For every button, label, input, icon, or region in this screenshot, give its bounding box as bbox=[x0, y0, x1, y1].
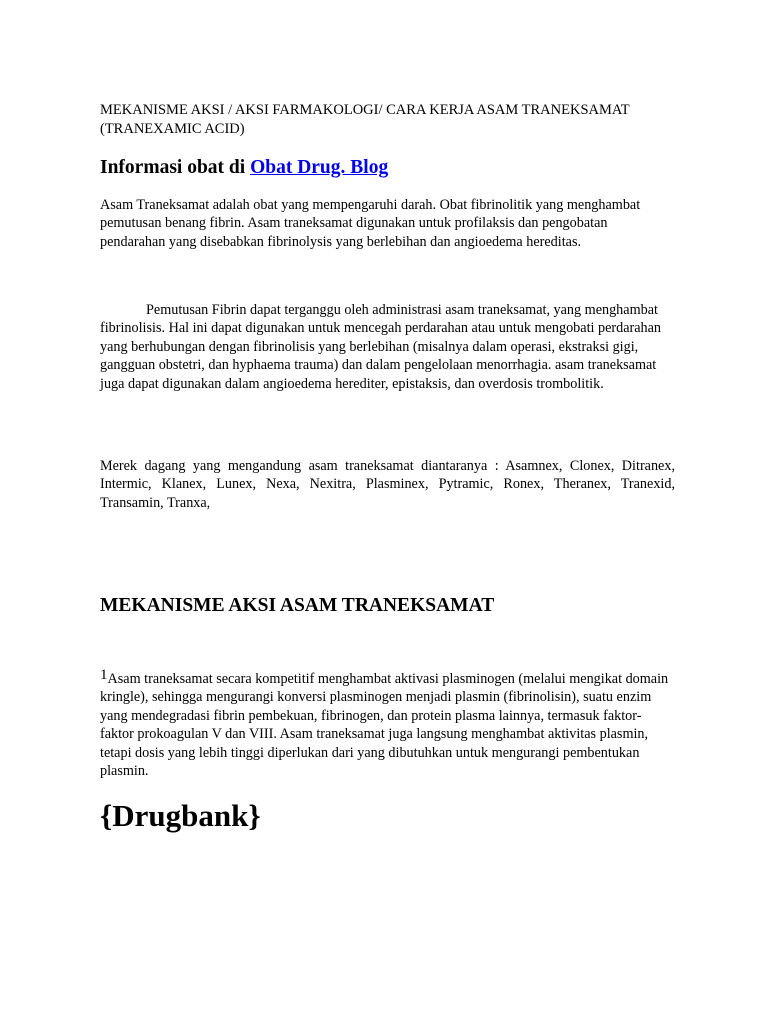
document-title: MEKANISME AKSI / AKSI FARMAKOLOGI/ CARA KERJA ASAM TRANEKSAMAT (TRANEXAMIC ACID) bbox=[100, 102, 630, 137]
source-label: {Drugbank} bbox=[100, 798, 261, 833]
info-heading-prefix: Informasi obat di bbox=[100, 157, 251, 178]
info-heading bbox=[100, 155, 675, 181]
paragraph-mechanism bbox=[100, 667, 675, 780]
paragraph-intro: Asam Traneksamat adalah obat yang mempengaruhi darah. Obat fibrinolitik yang menghambat pemutusan benang fibrin. Asam traneksamat digunakan untuk profilaksis dan pengobatan pendarahan yang disebabkan fibrinolysis yang berlebihan dan angioedema hereditas. bbox=[100, 197, 641, 250]
footnote-marker: 1 bbox=[100, 667, 108, 683]
section-heading: MEKANISME AKSI ASAM TRANEKSAMAT bbox=[100, 595, 495, 616]
paragraph-mechanism-text: Asam traneksamat secara kompetitif menghambat aktivasi plasminogen (melalui mengikat domain kringle), sehingga mengurangi konversi plasminogen menjadi plasmin (fibrinolisin), suatu enzim yang mendegradasi fibrin pembekuan, fibrinogen, dan protein plasma lainnya, termasuk faktor-faktor prokoagulan V dan VIII. Asam traneksamat juga langsung menghambat aktivitas plasmin, tetapi dosis yang lebih tinggi diperlukan dari yang dibutuhkan untuk mengurangi pembentukan plasmin. bbox=[100, 671, 669, 780]
paragraph-fibrinolysis: Pemutusan Fibrin dapat terganggu oleh administrasi asam traneksamat, yang menghambat fibrinolisis. Hal ini dapat digunakan untuk mencegah perdarahan atau untuk mengobati perdarahan yang berhubungan dengan fibrinolisis yang berlebihan (misalnya dalam operasi, ekstraksi gigi, gangguan obstetri, dan hyphaema trauma) dan dalam pengelolaan menorrhagia. asam traneksamat juga dapat digunakan dalam angioedema herediter, epistaksis, dan overdosis trombolitik. bbox=[100, 302, 662, 392]
obat-drug-blog-link[interactable]: Obat Drug. Blog bbox=[250, 157, 389, 178]
paragraph-brand-names: Merek dagang yang mengandung asam traneksamat diantaranya : Asamnex, Clonex, Ditranex, Intermic, Klanex, Lunex, Nexa, Nexitra, Plasminex, Pytramic, Ronex, Theranex, Tranexid, Transamin, Tranxa, bbox=[100, 458, 675, 511]
